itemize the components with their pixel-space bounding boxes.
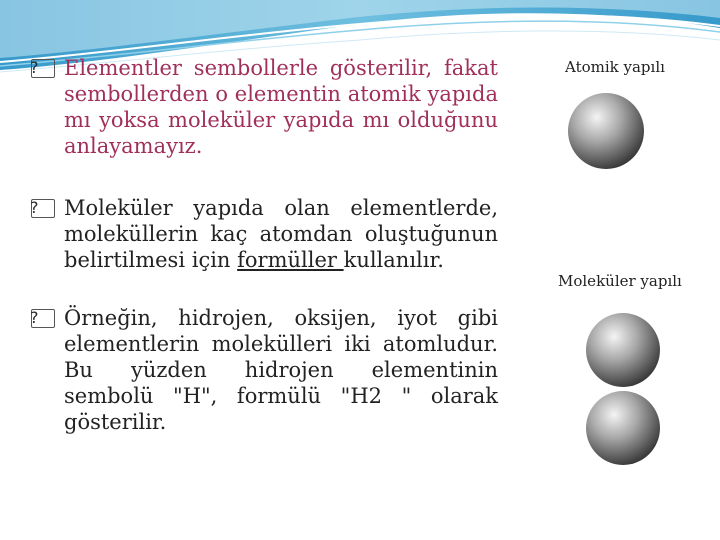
bullet-item bbox=[30, 55, 498, 159]
molecular-structure-label: Moleküler yapılı bbox=[558, 272, 682, 290]
bullet-text: Elementler sembollerle gösterilir, fakat sembollerden o elementin atomik yapıda mı yoksa moleküler yapıda mı olduğunu anlayamayız. bbox=[64, 56, 498, 158]
molecular-structure-image bbox=[567, 300, 695, 496]
atomic-structure-label: Atomik yapılı bbox=[565, 58, 665, 76]
missing-glyph-icon: ? bbox=[30, 308, 56, 328]
atom-sphere bbox=[568, 93, 644, 169]
bullet-item bbox=[30, 195, 498, 273]
bullet-item bbox=[30, 305, 498, 435]
atom-sphere-bottom bbox=[586, 391, 660, 465]
bullet-text: Moleküler yapıda olan elementlerde, moleküllerin kaç atomdan oluştuğunun belirtilmesi için bbox=[64, 196, 498, 272]
atom-sphere-top bbox=[586, 313, 660, 387]
bullet-text-end: kullanılır. bbox=[343, 248, 444, 272]
underlined-term: formüller bbox=[237, 248, 344, 272]
bullet-list bbox=[30, 55, 498, 435]
atomic-structure-image bbox=[556, 86, 676, 184]
missing-glyph-icon: ? bbox=[30, 58, 56, 78]
bullet-text: Örneğin, hidrojen, oksijen, iyot gibi elementlerin molekülleri iki atomludur. Bu yüzden hidrojen elementinin sembolü "H", formülü "H2 " olarak gösterilir. bbox=[64, 306, 498, 434]
missing-glyph-icon: ? bbox=[30, 198, 56, 218]
